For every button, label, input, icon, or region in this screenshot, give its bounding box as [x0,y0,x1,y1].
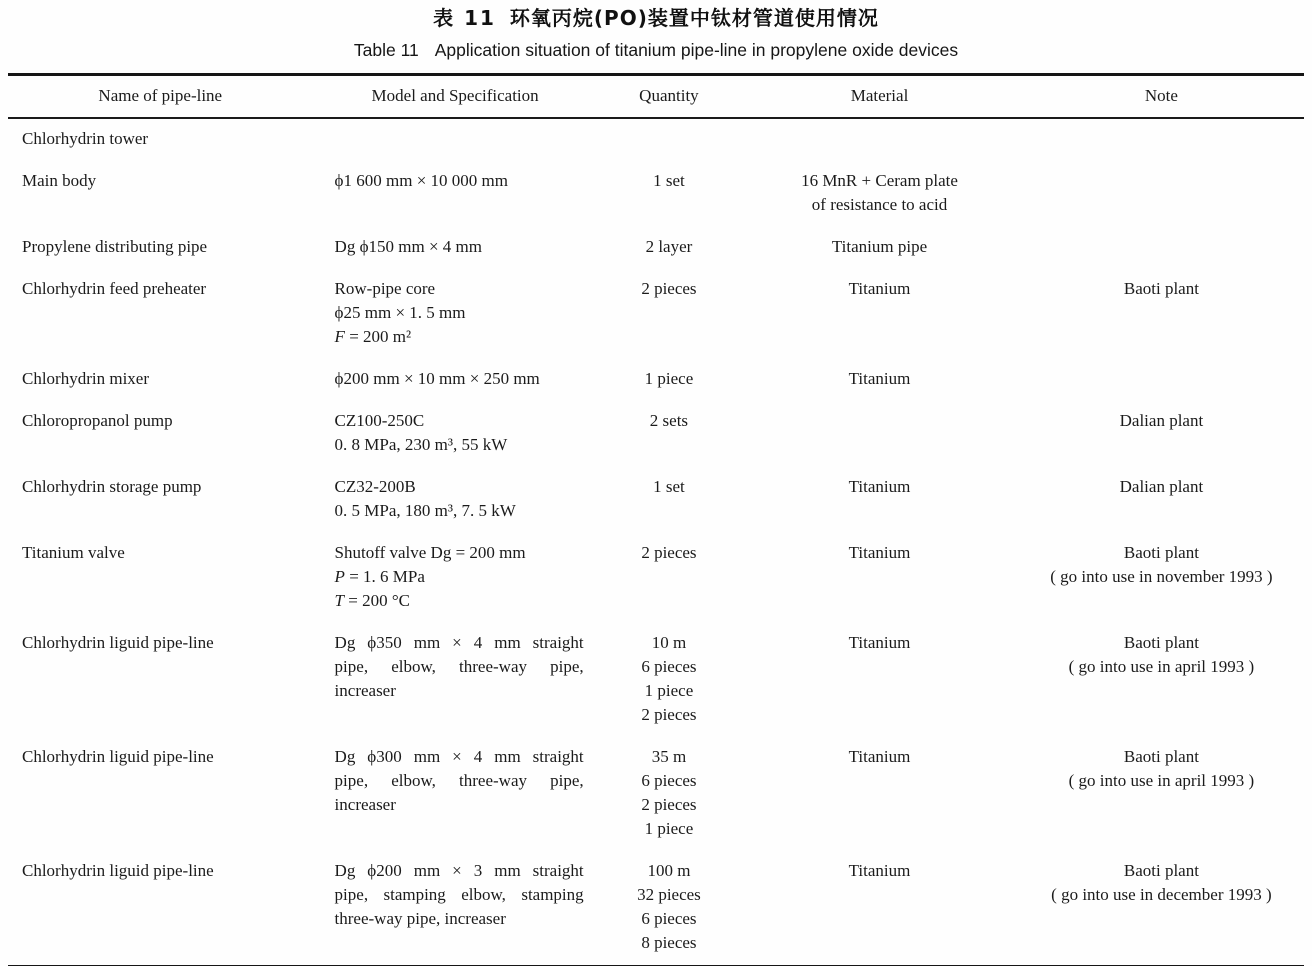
cell-line: ϕ200 mm × 10 mm × 250 mm [334,369,540,388]
cell-quantity [598,467,741,533]
cell-quantity [598,623,741,737]
cell-line: ϕ25 mm × 1. 5 mm [334,303,466,322]
column-header-note: Note [1019,75,1304,119]
cell-model [313,533,598,623]
table-row [8,533,1304,623]
cell-line: 2 layer [645,237,693,256]
cell-material [740,851,1019,966]
cell-note [1019,533,1304,623]
cell-quantity [598,401,741,467]
cell-line: T = 200 °C [334,591,410,610]
cell-note [1019,227,1304,269]
cell-name [8,623,313,737]
cell-name [8,401,313,467]
cell-name [8,227,313,269]
cell-quantity [598,851,741,966]
cell-line: 1 set [653,477,685,496]
cell-line: CZ100-250C [334,411,425,430]
cell-name [8,269,313,359]
cell-quantity [598,269,741,359]
column-header-material: Material [740,75,1019,119]
cell-model [313,851,598,966]
cell-line: 6 pieces [641,771,697,790]
cell-line: Baoti plant [1123,543,1199,562]
cell-name [8,737,313,851]
cell-line: Chlorhydrin feed preheater [22,279,207,298]
cell-line: ( go into use in december 1993 ) [1051,885,1272,904]
cell-line: CZ32-200B [334,477,416,496]
cell-model [313,161,598,227]
cell-note [1019,851,1304,966]
cell-line: Chlorhydrin liguid pipe-line [22,747,214,766]
cell-note [1019,623,1304,737]
cell-line: Titanium [848,633,911,652]
table-header [8,75,1304,119]
table-row [8,467,1304,533]
cell-line: Baoti plant [1123,747,1199,766]
cell-line: 2 pieces [641,279,697,298]
cell-material [740,467,1019,533]
cell-material [740,227,1019,269]
cell-line: three-way pipe, increaser [334,909,506,928]
cell-line: Titanium [848,747,911,766]
cell-name [8,851,313,966]
cell-quantity [598,533,741,623]
cell-line: Chlorhydrin mixer [22,369,150,388]
titanium-pipeline-table [8,73,1304,966]
cell-line: Chlorhydrin liguid pipe-line [22,633,214,652]
cell-name [8,533,313,623]
cell-line: Titanium [848,543,911,562]
cell-line: Chlorhydrin storage pump [22,477,202,496]
cell-line: ϕ1 600 mm × 10 000 mm [334,171,508,190]
cell-line: of resistance to acid [811,195,948,214]
cell-line: Shutoff valve Dg = 200 mm [334,543,526,562]
cell-line: Titanium valve [22,543,125,562]
cell-line: pipe, elbow, three-way pipe, [334,657,584,676]
cell-line: ( go into use in november 1993 ) [1050,567,1273,586]
table-number-zh: 表 11 [433,6,496,30]
column-header-model: Model and Specification [313,75,598,119]
cell-line: 10 m [651,633,687,652]
cell-line: pipe, stamping elbow, stamping [334,885,584,904]
cell-line: Chlorhydrin liguid pipe-line [22,861,214,880]
table-number-en: Table 11 [353,40,419,60]
cell-quantity [598,737,741,851]
cell-material [740,533,1019,623]
cell-line: F = 200 m² [334,327,412,346]
cell-line: 32 pieces [637,885,701,904]
header-row [8,75,1304,119]
cell-line: Titanium [848,279,911,298]
table-row [8,161,1304,227]
table-row [8,227,1304,269]
cell-model [313,118,598,161]
cell-line: 2 pieces [641,705,697,724]
cell-line: 1 piece [644,369,694,388]
cell-line: 1 set [653,171,685,190]
table-title-zh [8,6,1304,30]
cell-line: 1 piece [644,681,694,700]
cell-name [8,118,313,161]
table-row [8,851,1304,966]
cell-line: ( go into use in april 1993 ) [1068,771,1255,790]
cell-line: Baoti plant [1123,861,1199,880]
cell-line: Titanium [848,861,911,880]
cell-material [740,161,1019,227]
cell-material [740,118,1019,161]
cell-quantity [598,227,741,269]
table-title-en [8,39,1304,61]
cell-name [8,161,313,227]
column-header-name: Name of pipe-line [8,75,313,119]
cell-line: 0. 8 MPa, 230 m³, 55 kW [334,435,508,454]
cell-model [313,269,598,359]
cell-line: 35 m [651,747,687,766]
cell-line: Dg ϕ200 mm × 3 mm straight [334,861,584,880]
cell-line: Baoti plant [1123,279,1199,298]
cell-line: Row-pipe core [334,279,436,298]
cell-note [1019,359,1304,401]
cell-model [313,623,598,737]
cell-line: 2 pieces [641,543,697,562]
cell-note [1019,269,1304,359]
cell-line: Titanium pipe [831,237,928,256]
cell-line: Dalian plant [1119,477,1204,496]
cell-model [313,401,598,467]
cell-line: Baoti plant [1123,633,1199,652]
cell-name [8,359,313,401]
cell-quantity [598,118,741,161]
cell-line: Dg ϕ350 mm × 4 mm straight [334,633,584,652]
cell-line: 16 MnR + Ceram plate [801,171,958,190]
cell-material [740,623,1019,737]
cell-line: increaser [334,681,396,700]
table-title-en-text: Application situation of titanium pipe-line in propylene oxide devices [434,40,959,60]
cell-note [1019,401,1304,467]
cell-name [8,467,313,533]
cell-line: 2 sets [649,411,689,430]
cell-line: ( go into use in april 1993 ) [1068,657,1255,676]
cell-note [1019,467,1304,533]
cell-note [1019,118,1304,161]
cell-line: 0. 5 MPa, 180 m³, 7. 5 kW [334,501,516,520]
table-row [8,269,1304,359]
cell-line: Titanium [848,369,911,388]
table-row [8,401,1304,467]
cell-line: Main body [22,171,97,190]
cell-line: pipe, elbow, three-way pipe, [334,771,584,790]
column-header-quantity: Quantity [598,75,741,119]
cell-line: Dg ϕ300 mm × 4 mm straight [334,747,584,766]
cell-model [313,227,598,269]
cell-line: Propylene distributing pipe [22,237,208,256]
cell-material [740,737,1019,851]
cell-material [740,359,1019,401]
cell-line: 100 m [647,861,691,880]
cell-material [740,401,1019,467]
cell-line: Dg ϕ150 mm × 4 mm [334,237,483,256]
cell-model [313,467,598,533]
cell-line: 2 pieces [641,795,697,814]
cell-line: 6 pieces [641,657,697,676]
table-row [8,623,1304,737]
cell-quantity [598,359,741,401]
cell-line: Titanium [848,477,911,496]
cell-line: 6 pieces [641,909,697,928]
cell-material [740,269,1019,359]
cell-model [313,737,598,851]
cell-line: Dalian plant [1119,411,1204,430]
table-row [8,359,1304,401]
cell-quantity [598,161,741,227]
table-row [8,118,1304,161]
cell-line: 1 piece [644,819,694,838]
table-title-zh-text: 环氧丙烷(PO)装置中钛材管道使用情况 [509,6,879,30]
cell-line: increaser [334,795,396,814]
cell-line: Chloropropanol pump [22,411,173,430]
cell-line: Chlorhydrin tower [22,129,149,148]
cell-note [1019,161,1304,227]
cell-line: P = 1. 6 MPa [334,567,425,586]
cell-note [1019,737,1304,851]
cell-line: 8 pieces [641,933,697,952]
cell-model [313,359,598,401]
table-body [8,118,1304,966]
table-row [8,737,1304,851]
